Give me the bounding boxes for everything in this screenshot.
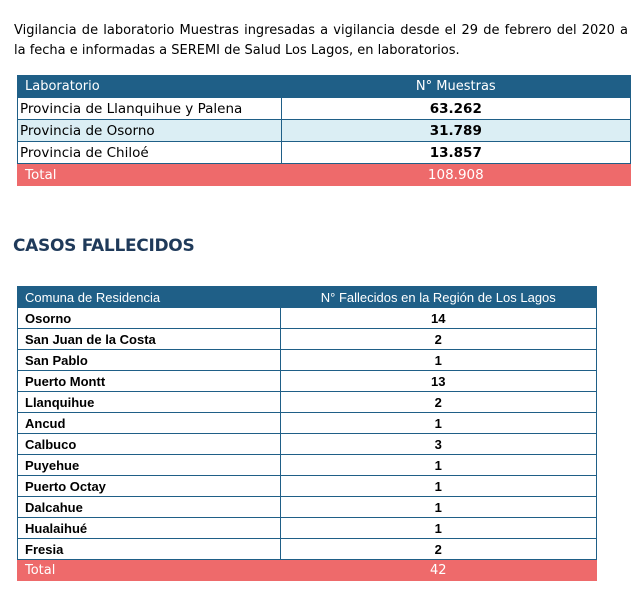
header-muestras: N° Muestras bbox=[281, 76, 630, 98]
table-row bbox=[18, 308, 597, 329]
comuna-name: Fresia bbox=[18, 539, 281, 560]
deaths-count: 14 bbox=[280, 308, 596, 329]
lab-name: Provincia de Osorno bbox=[18, 120, 282, 142]
deaths-count: 13 bbox=[280, 371, 596, 392]
table-row bbox=[18, 518, 597, 539]
header-laboratorio: Laboratorio bbox=[18, 76, 282, 98]
deaths-count: 1 bbox=[280, 413, 596, 434]
comuna-name: Hualaihué bbox=[18, 518, 281, 539]
total-row bbox=[18, 560, 597, 581]
comuna-name: Puyehue bbox=[18, 455, 281, 476]
deaths-section-title: CASOS FALLECIDOS bbox=[13, 236, 195, 256]
table-row bbox=[18, 476, 597, 497]
comuna-name: Puerto Montt bbox=[18, 371, 281, 392]
lab-name: Provincia de Chiloé bbox=[18, 142, 282, 164]
lab-value: 31.789 bbox=[281, 120, 630, 142]
comuna-name: Ancud bbox=[18, 413, 281, 434]
table-row bbox=[18, 371, 597, 392]
lab-value: 13.857 bbox=[281, 142, 630, 164]
lab-name: Provincia de Llanquihue y Palena bbox=[18, 98, 282, 120]
deaths-count: 1 bbox=[280, 497, 596, 518]
deaths-count: 2 bbox=[280, 539, 596, 560]
table-header-row bbox=[18, 76, 631, 98]
header-comuna: Comuna de Residencia bbox=[18, 287, 281, 308]
total-row bbox=[18, 164, 631, 186]
deaths-count: 1 bbox=[280, 455, 596, 476]
deaths-count: 2 bbox=[280, 329, 596, 350]
table-row bbox=[18, 434, 597, 455]
deaths-count: 1 bbox=[280, 350, 596, 371]
total-label: Total bbox=[18, 560, 281, 581]
table-row bbox=[18, 392, 597, 413]
comuna-name: Dalcahue bbox=[18, 497, 281, 518]
table-row bbox=[18, 413, 597, 434]
intro-paragraph: Vigilancia de laboratorio Muestras ingresadas a vigilancia desde el 29 de febrero del 2020 a la fecha e informadas a SEREMI de Salud Los Lagos, en laboratorios. bbox=[14, 23, 628, 58]
table-row bbox=[18, 98, 631, 120]
deaths-count: 1 bbox=[280, 518, 596, 539]
comuna-name: Llanquihue bbox=[18, 392, 281, 413]
total-value: 42 bbox=[280, 560, 596, 581]
lab-samples-table bbox=[17, 75, 631, 186]
comuna-name: San Pablo bbox=[18, 350, 281, 371]
table-row bbox=[18, 142, 631, 164]
comuna-name: San Juan de la Costa bbox=[18, 329, 281, 350]
table-row bbox=[18, 497, 597, 518]
table-row bbox=[18, 350, 597, 371]
table-row bbox=[18, 455, 597, 476]
comuna-name: Puerto Octay bbox=[18, 476, 281, 497]
table-row bbox=[18, 329, 597, 350]
lab-value: 63.262 bbox=[281, 98, 630, 120]
table-row bbox=[18, 539, 597, 560]
total-value: 108.908 bbox=[281, 164, 630, 186]
comuna-name: Osorno bbox=[18, 308, 281, 329]
total-label: Total bbox=[18, 164, 282, 186]
deaths-count: 1 bbox=[280, 476, 596, 497]
deaths-count: 2 bbox=[280, 392, 596, 413]
table-row bbox=[18, 120, 631, 142]
deaths-count: 3 bbox=[280, 434, 596, 455]
deaths-table bbox=[17, 286, 597, 581]
comuna-name: Calbuco bbox=[18, 434, 281, 455]
header-fallecidos: N° Fallecidos en la Región de Los Lagos bbox=[280, 287, 596, 308]
table-header-row bbox=[18, 287, 597, 308]
